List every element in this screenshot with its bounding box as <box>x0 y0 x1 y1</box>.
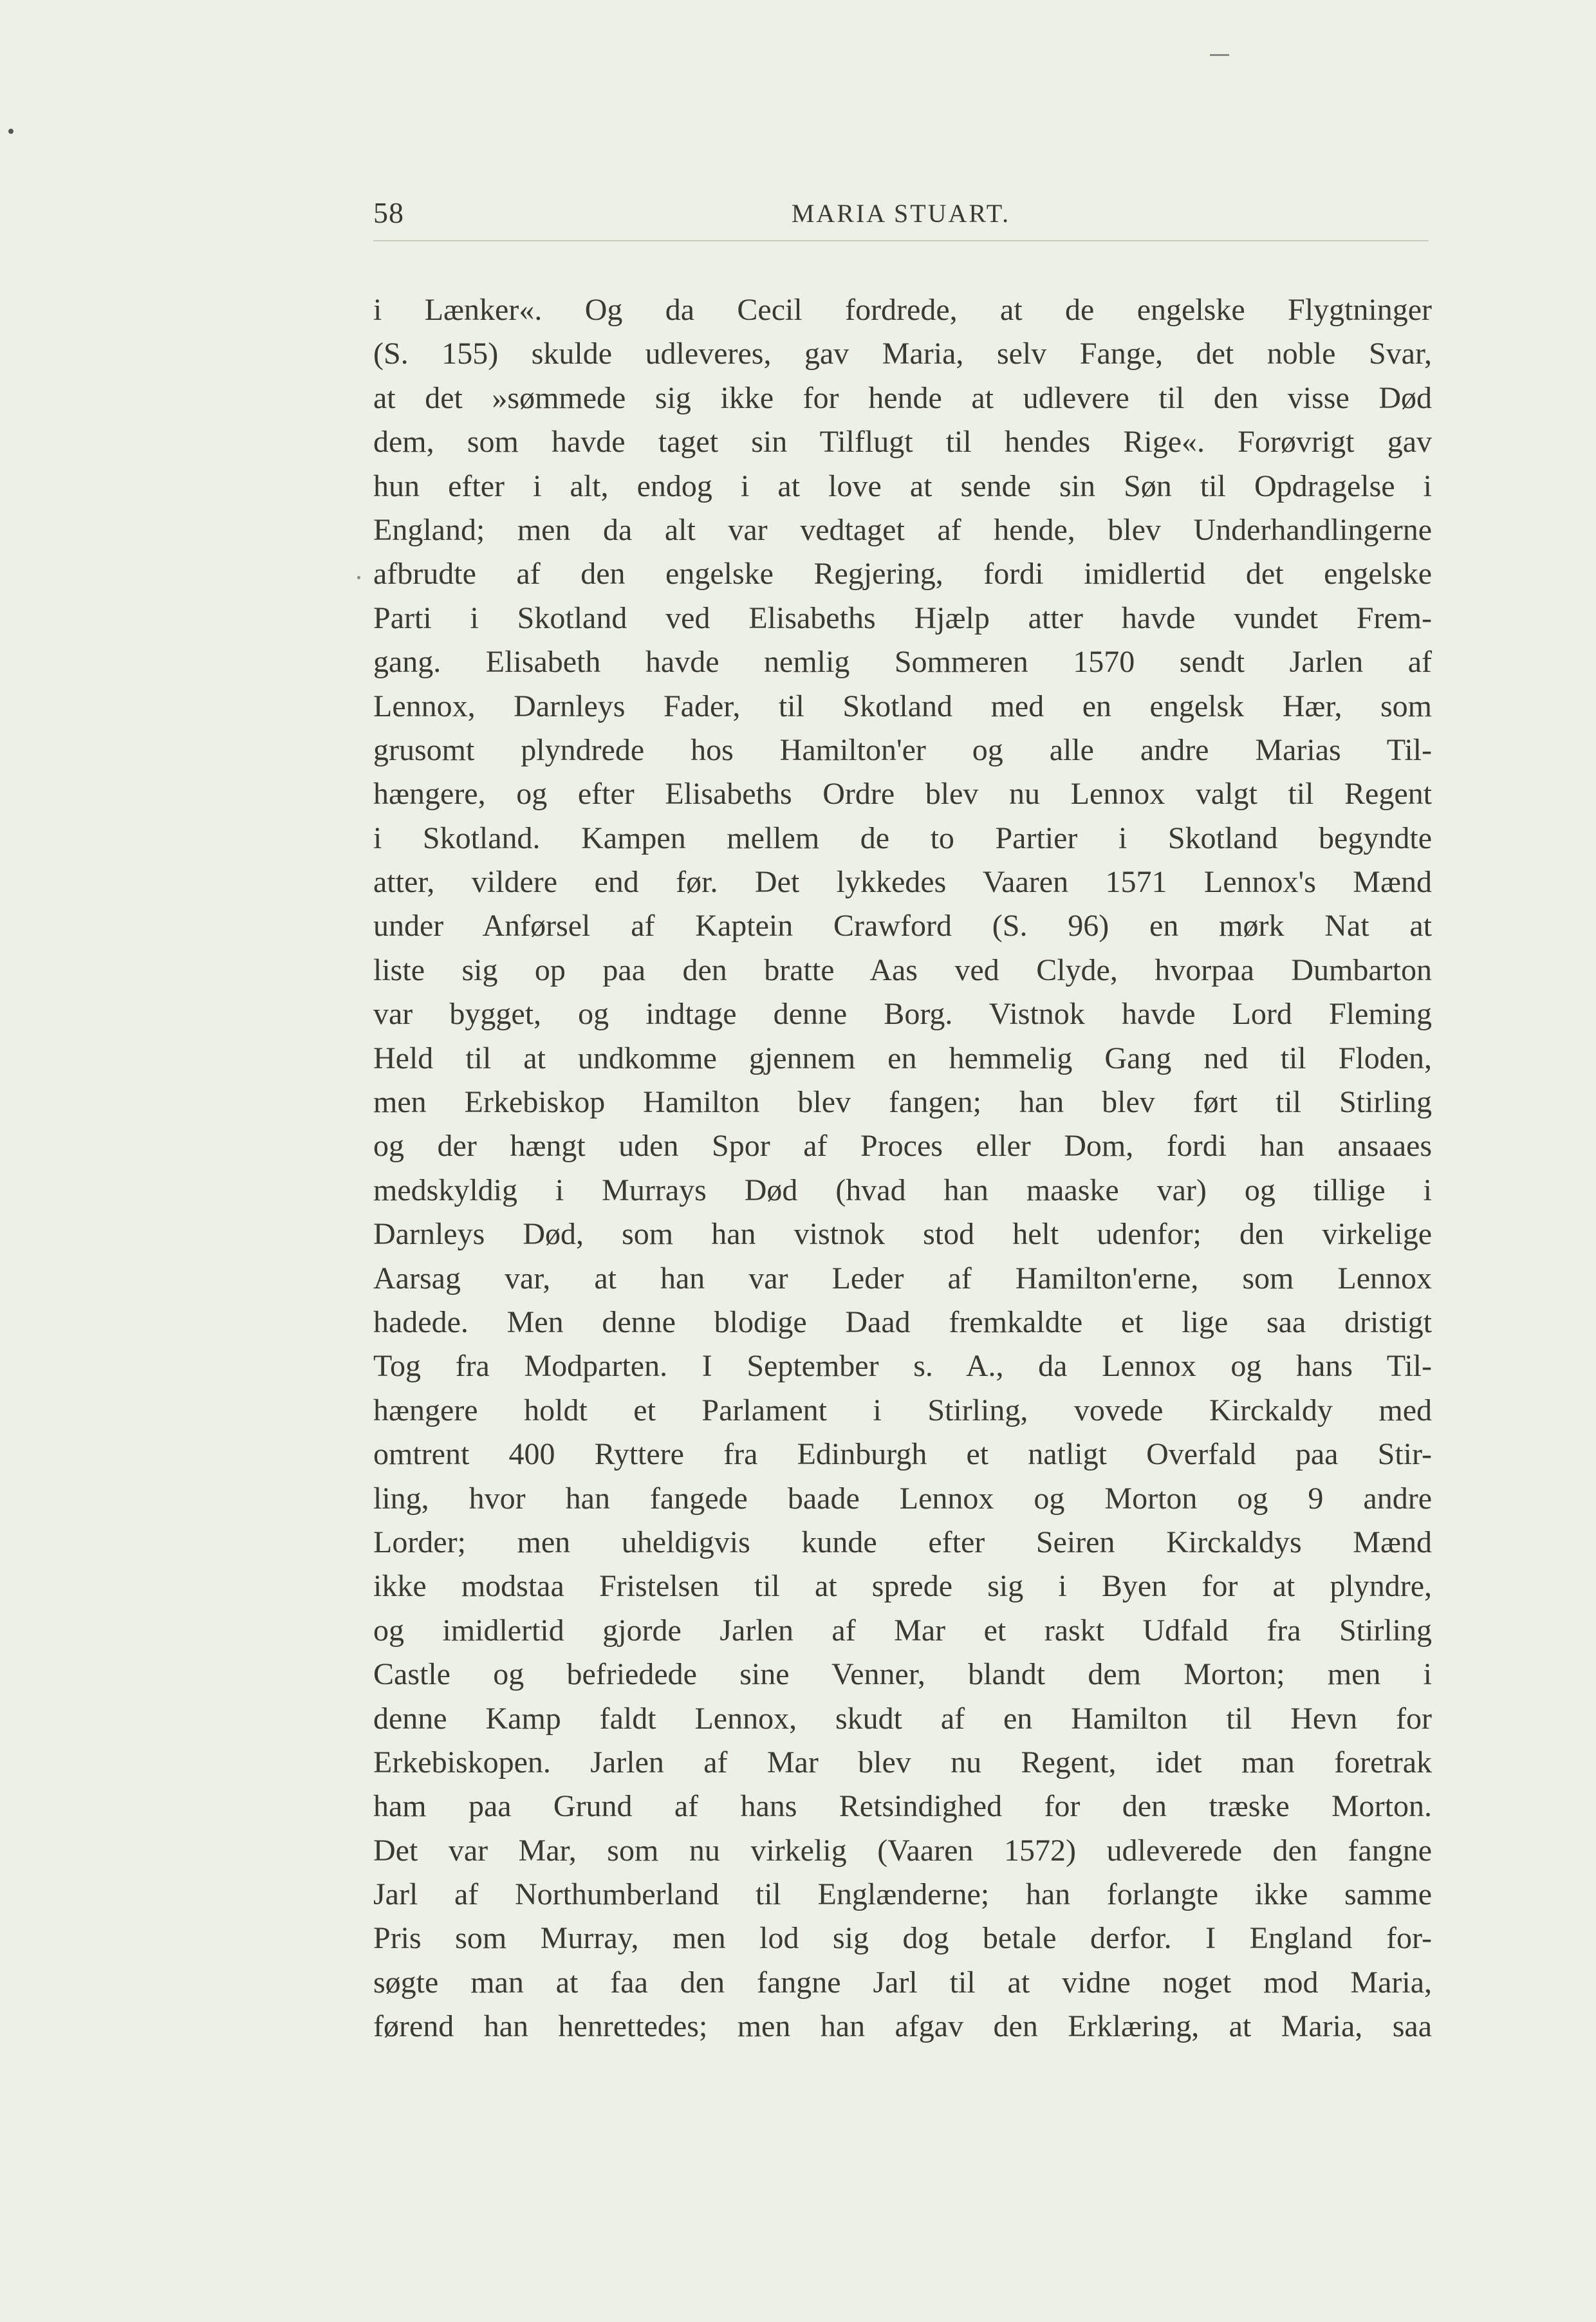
text-line: hadede. Men denne blodige Daad fremkaldte et lige saa dristigt <box>373 1305 1432 1339</box>
text-line: søgte man at faa den fangne Jarl til at vidne noget mod Maria, <box>373 1965 1432 2000</box>
text-line: under Anførsel af Kaptein Crawford (S. 96) en mørk Nat at <box>373 909 1432 943</box>
body-text <box>373 288 1432 2049</box>
text-line: Tog fra Modparten. I September s. A., da Lennox og hans Til- <box>373 1349 1432 1384</box>
text-line: England; men da alt var vedtaget af hende, blev Underhandlingerne <box>373 512 1432 547</box>
text-line: Det var Mar, som nu virkelig (Vaaren 1572) udleverede den fangne <box>373 1833 1432 1868</box>
text-line: og der hængt uden Spor af Proces eller Dom, fordi han ansaaes <box>373 1129 1432 1164</box>
text-line: hængere holdt et Parlament i Stirling, vovede Kirckaldy med <box>373 1393 1432 1427</box>
header-rule <box>373 240 1429 241</box>
text-line: denne Kamp faldt Lennox, skudt af en Hamilton til Hevn for <box>373 1701 1432 1736</box>
text-line: omtrent 400 Ryttere fra Edinburgh et natligt Overfald paa Stir- <box>373 1437 1432 1472</box>
page-number: 58 <box>373 196 404 229</box>
text-line: Held til at undkomme gjennem en hemmelig Gang ned til Floden, <box>373 1041 1432 1075</box>
margin-mark <box>1210 54 1229 56</box>
text-line: Lennox, Darnleys Fader, til Skotland med en engelsk Hær, som <box>373 689 1432 723</box>
text-line: ling, hvor han fangede baade Lennox og Morton og 9 andre <box>373 1481 1432 1516</box>
text-line: i Lænker«. Og da Cecil fordrede, at de engelske Flygtninger <box>373 293 1432 327</box>
text-line: Parti i Skotland ved Elisabeths Hjælp atter havde vundet Frem- <box>373 600 1432 635</box>
text-line: afbrudte af den engelske Regjering, fordi imidlertid det engelske <box>373 557 1432 591</box>
margin-speck <box>357 576 360 579</box>
text-line: hængere, og efter Elisabeths Ordre blev nu Lennox valgt til Regent <box>373 777 1432 812</box>
text-line: var bygget, og indtage denne Borg. Vistnok havde Lord Fleming <box>373 997 1432 1032</box>
margin-speck <box>8 129 14 134</box>
text-line: men Erkebiskop Hamilton blev fangen; han blev ført til Stirling <box>373 1085 1432 1120</box>
text-line: Erkebiskopen. Jarlen af Mar blev nu Regent, idet man foretrak <box>373 1745 1432 1779</box>
text-line: ikke modstaa Fristelsen til at sprede sig i Byen for at plyndre, <box>373 1569 1432 1604</box>
text-line: ham paa Grund af hans Retsindighed for den træske Morton. <box>373 1789 1432 1824</box>
text-line: Pris som Murray, men lod sig dog betale derfor. I England for- <box>373 1921 1432 1956</box>
running-head <box>373 187 1429 238</box>
text-line: (S. 155) skulde udleveres, gav Maria, selv Fange, det noble Svar, <box>373 337 1432 371</box>
text-line: grusomt plyndrede hos Hamilton'er og alle andre Marias Til- <box>373 732 1432 767</box>
text-line: i Skotland. Kampen mellem de to Partier i Skotland begyndte <box>373 821 1432 855</box>
text-line: at det »sømmede sig ikke for hende at udlevere til den visse Død <box>373 380 1432 415</box>
text-line: Jarl af Northumberland til Englænderne; han forlangte ikke samme <box>373 1877 1432 1912</box>
text-line: liste sig op paa den bratte Aas ved Clyde, hvorpaa Dumbarton <box>373 952 1432 987</box>
text-line: medskyldig i Murrays Død (hvad han maaske var) og tillige i <box>373 1173 1432 1207</box>
text-line: dem, som havde taget sin Tilflugt til hendes Rige«. Forøvrigt gav <box>373 425 1432 460</box>
text-line: Darnleys Død, som han vistnok stod helt udenfor; den virkelige <box>373 1217 1432 1252</box>
text-line: hun efter i alt, endog i at love at sende sin Søn til Opdragelse i <box>373 469 1432 503</box>
text-line: Castle og befriedede sine Venner, blandt dem Morton; men i <box>373 1657 1432 1692</box>
text-line: atter, vildere end før. Det lykkedes Vaaren 1571 Lennox's Mænd <box>373 865 1432 900</box>
text-line: og imidlertid gjorde Jarlen af Mar et raskt Udfald fra Stirling <box>373 1613 1432 1648</box>
text-line: førend han henrettedes; men han afgav den Erklæring, at Maria, saa <box>373 2009 1432 2044</box>
text-line: Aarsag var, at han var Leder af Hamilton'erne, som Lennox <box>373 1261 1432 1296</box>
running-title: MARIA STUART. <box>791 199 1011 228</box>
text-line: Lorder; men uheldigvis kunde efter Seiren Kirckaldys Mænd <box>373 1525 1432 1559</box>
text-line: gang. Elisabeth havde nemlig Sommeren 1570 sendt Jarlen af <box>373 645 1432 680</box>
